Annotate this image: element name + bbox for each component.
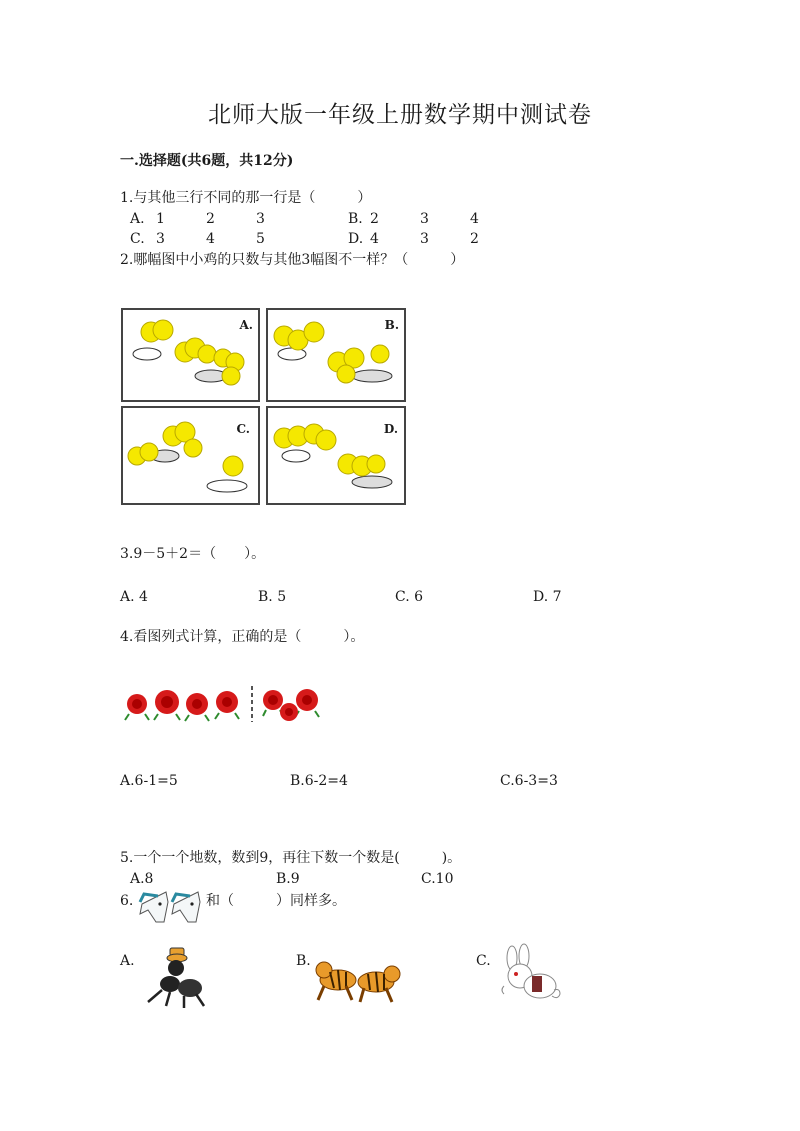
- tigers-illustration: [312, 952, 404, 1008]
- horses-illustration: [134, 888, 204, 924]
- chicks-illustration-b: [268, 310, 404, 400]
- q4-option-b: B.6-2=4: [290, 773, 348, 789]
- horse-head-2: [172, 892, 200, 922]
- q3-option-c: C. 6: [395, 589, 424, 605]
- page-title: 北师大版一年级上册数学期中测试卷: [208, 102, 592, 128]
- q1-option-c: C. 3 4 5: [130, 231, 265, 247]
- q6-option-b-label: B.: [296, 953, 311, 969]
- chicks-illustration-a: [123, 310, 258, 400]
- question-4-text: 4.看图列式计算，正确的是（ ）。: [120, 629, 365, 645]
- chick-panel-a: A.: [121, 308, 260, 402]
- q1-option-d: D. 4 3 2: [348, 231, 479, 247]
- question-6-text: 和（ ）同样多。: [206, 893, 346, 909]
- question-3-text: 3.9－5＋2＝（ ）。: [120, 546, 266, 562]
- chick-panel-c: C.: [121, 406, 260, 505]
- flower-group-right: [263, 689, 319, 721]
- question-1-text: 1.与其他三行不同的那一行是（ ）: [120, 190, 372, 206]
- horse-head-1: [140, 892, 168, 922]
- q6-option-a-label: A.: [120, 953, 135, 969]
- q3-option-d: D. 7: [533, 589, 562, 605]
- question-5-text: 5.一个一个地数，数到9，再往下数一个数是( )。: [120, 850, 462, 866]
- tiger-1: [316, 962, 356, 1000]
- flowers-illustration: [121, 684, 326, 724]
- q3-option-a: A. 4: [120, 589, 148, 605]
- tiger-2: [358, 966, 400, 1002]
- section-heading: 一.选择题(共6题，共12分): [120, 153, 294, 169]
- flower-group-left: [125, 690, 239, 721]
- q6-option-c-label: C.: [476, 953, 491, 969]
- q4-option-a: A.6-1=5: [120, 773, 178, 789]
- chick-panel-b: B.: [266, 308, 406, 402]
- rabbit-illustration: [494, 946, 566, 1008]
- q5-option-c: C.10: [421, 871, 454, 887]
- question-2-text: 2.哪幅图中小鸡的只数与其他3幅图不一样？（ ）: [120, 252, 465, 268]
- q4-option-c: C.6-3=3: [500, 773, 558, 789]
- q5-option-a: A.8: [130, 871, 154, 887]
- q3-option-b: B. 5: [258, 589, 287, 605]
- q1-option-b: B. 2 3 4: [348, 211, 479, 227]
- chick-panel-d: D.: [266, 406, 406, 505]
- ant-illustration: [140, 944, 210, 1014]
- question-6-number: 6.: [120, 893, 134, 909]
- q1-option-a: A. 1 2 3: [130, 211, 265, 227]
- q5-option-b: B.9: [276, 871, 300, 887]
